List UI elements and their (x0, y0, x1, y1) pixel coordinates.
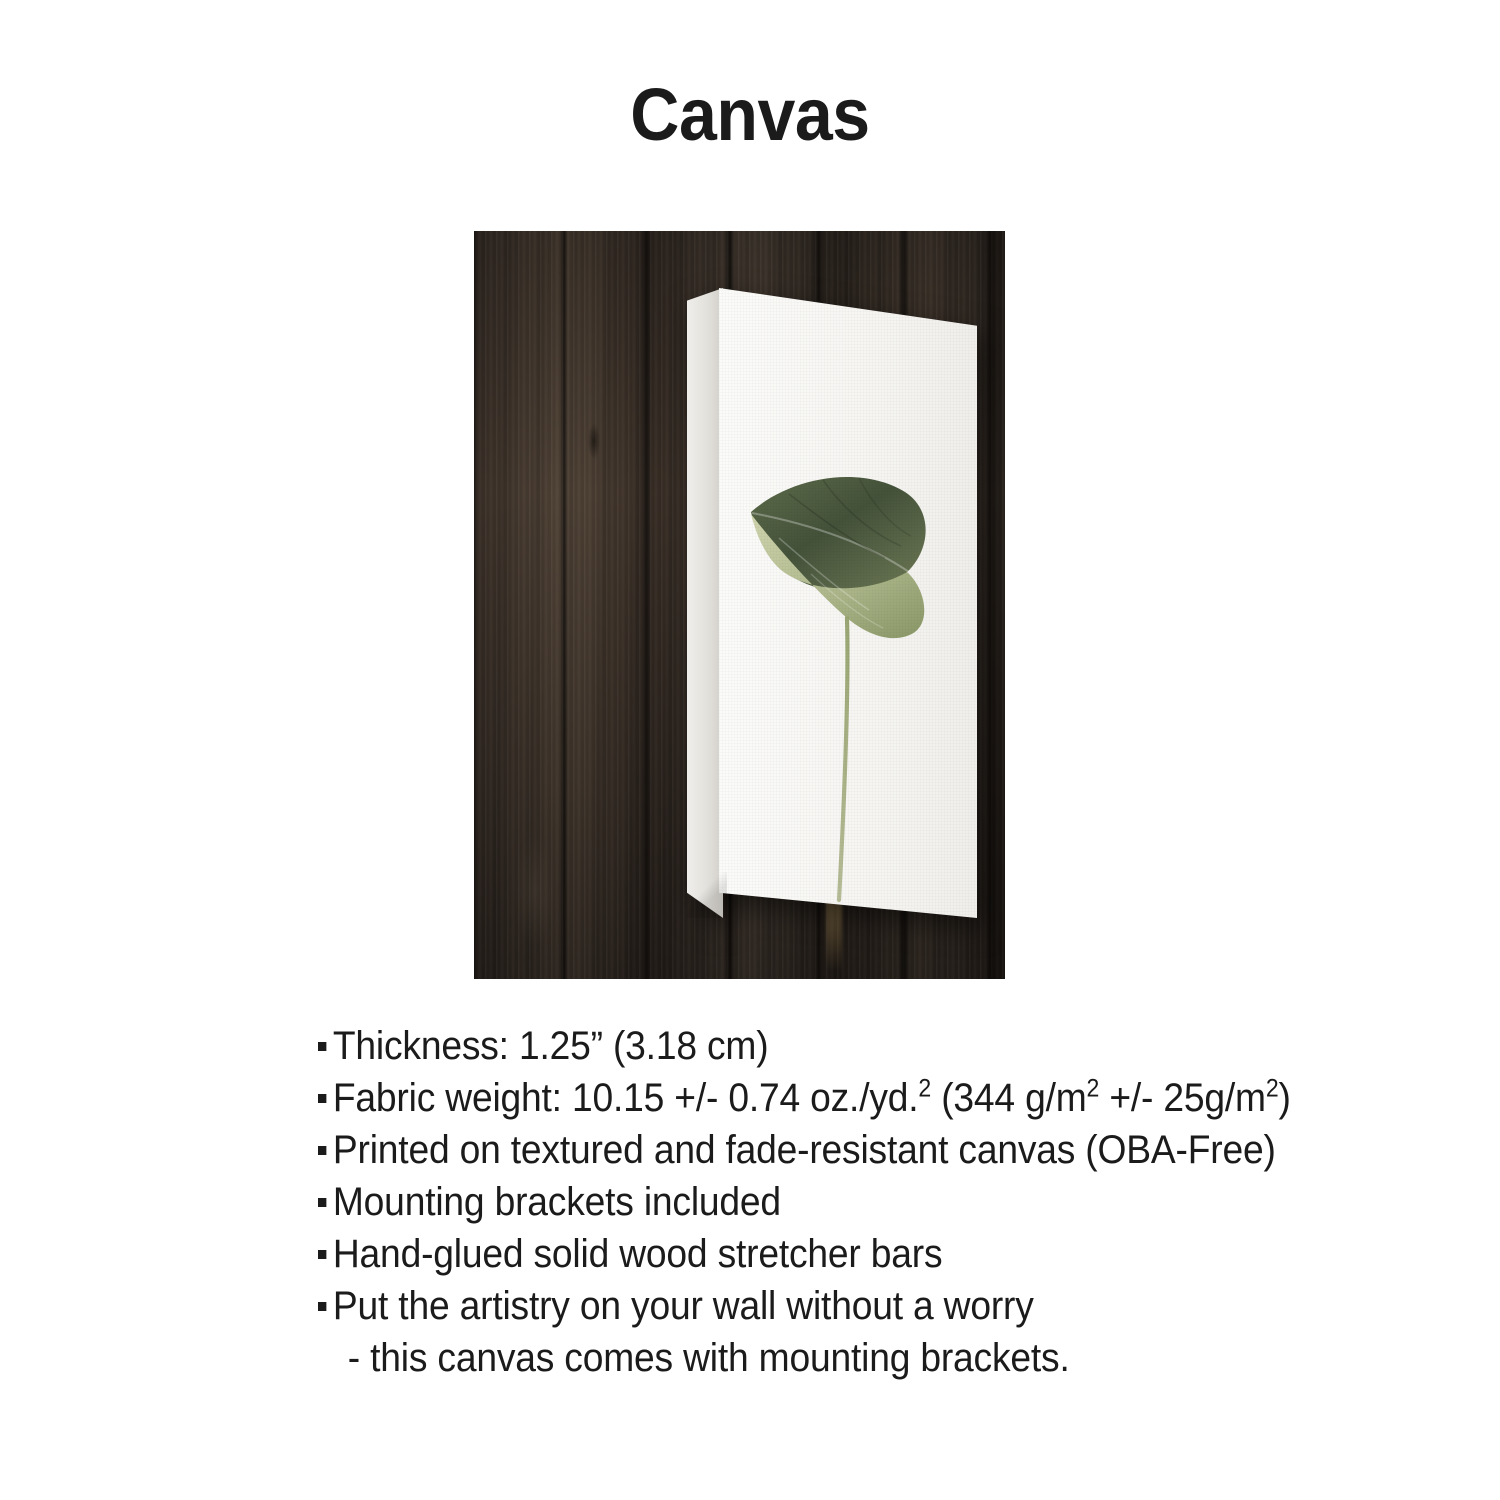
bullet-icon (318, 1302, 326, 1311)
fw-part-4: +/- 25g/m (1099, 1076, 1266, 1120)
spec-list (318, 1020, 1318, 1384)
bullet-icon (318, 1146, 326, 1155)
spec-item-printed-canvas: Printed on textured and fade-resistant canvas (OBA-Free) (318, 1124, 1248, 1176)
page-title: Canvas (630, 73, 870, 156)
fw-part-6: ) (1278, 1076, 1291, 1120)
fw-sup-3: 2 (1086, 1075, 1100, 1103)
fw-sup-1: 2 (918, 1075, 932, 1103)
spec-item-artistry-continuation: - this canvas comes with mounting brackets. (347, 1336, 1070, 1380)
canvas-front-face (719, 288, 977, 918)
fw-sup-5: 2 (1265, 1075, 1279, 1103)
spec-item-artistry: Put the artistry on your wall without a worry (318, 1280, 1248, 1332)
spec-item-mounting-brackets: Mounting brackets included (318, 1176, 1248, 1228)
canvas-side-edge (687, 288, 723, 918)
leaf-artwork (719, 288, 977, 918)
canvas-corner-fold (687, 872, 727, 918)
bullet-icon (318, 1042, 326, 1051)
spec-item-stretcher-bars: Hand-glued solid wood stretcher bars (318, 1228, 1248, 1280)
bullet-icon (318, 1094, 326, 1103)
spec-fabric-weight-text (333, 1072, 1291, 1124)
fw-part-2: (344 g/m (931, 1076, 1087, 1120)
canvas-print (687, 288, 977, 918)
bullet-icon (318, 1198, 326, 1207)
spec-item-thickness: Thickness: 1.25” (3.18 cm) (318, 1020, 1248, 1072)
spec-item-fabric-weight (318, 1072, 1291, 1124)
bullet-icon (318, 1250, 326, 1259)
fw-part-0: Fabric weight: 10.15 +/- 0.74 oz./yd. (332, 1076, 919, 1120)
product-image (474, 231, 1005, 979)
